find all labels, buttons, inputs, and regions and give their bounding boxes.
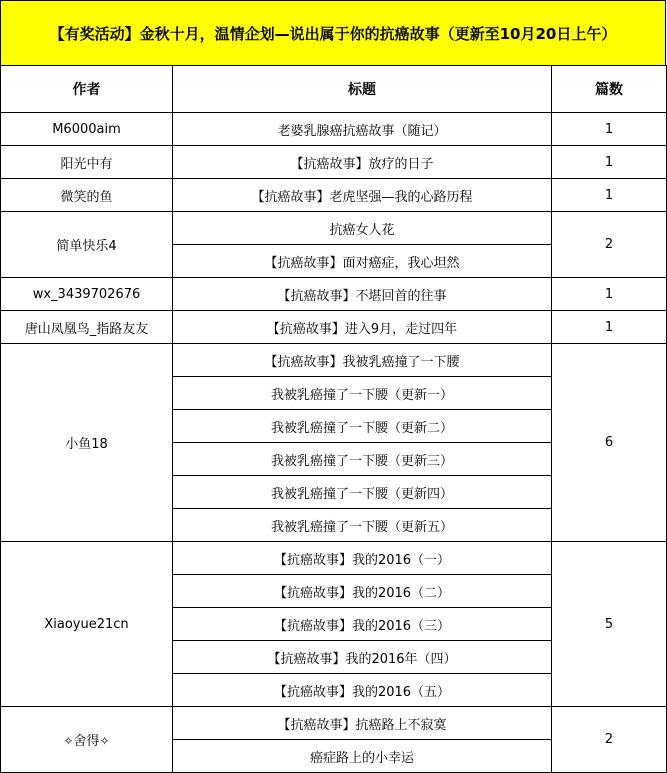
author-cell: wx_3439702676: [1, 278, 173, 311]
title-cell: 我被乳癌撞了一下腰（更新一）: [173, 377, 552, 410]
author-cell: 微笑的鱼: [1, 179, 173, 212]
author-name: 舍得: [73, 734, 100, 749]
title-cell: 【抗癌故事】我被乳癌撞了一下腰: [173, 344, 552, 377]
count-cell: 1: [552, 179, 667, 212]
header-title: 标题: [173, 66, 552, 113]
title-cell: 【抗癌故事】老虎坚强—我的心路历程: [173, 179, 552, 212]
title-cell: 抗癌女人花: [173, 212, 552, 245]
count-cell: 1: [552, 146, 667, 179]
title-cell: 癌症路上的小幸运: [173, 740, 552, 773]
count-cell: 2: [552, 212, 667, 278]
author-cell: 小鱼18: [1, 344, 173, 542]
table-row: [1, 278, 667, 311]
story-table: [0, 65, 667, 773]
author-cell: Xiaoyue21cn: [1, 542, 173, 707]
count-cell: 1: [552, 113, 667, 146]
banner-title: 【有奖活动】金秋十月，温情企划—说出属于你的抗癌故事（更新至10月20日上午）: [0, 0, 666, 66]
author-cell: 唐山凤凰鸟_指路友友: [1, 311, 173, 344]
title-cell: 【抗癌故事】不堪回首的往事: [173, 278, 552, 311]
title-cell: 【抗癌故事】我的2016年（四）: [173, 641, 552, 674]
author-cell: [1, 707, 173, 773]
title-cell: 【抗癌故事】我的2016（二）: [173, 575, 552, 608]
header-author: 作者: [1, 66, 173, 113]
table-row: [1, 179, 667, 212]
title-cell: 我被乳癌撞了一下腰（更新二）: [173, 410, 552, 443]
title-cell: 我被乳癌撞了一下腰（更新四）: [173, 476, 552, 509]
title-cell: 老婆乳腺癌抗癌故事（随记）: [173, 113, 552, 146]
title-cell: 【抗癌故事】我的2016（一）: [173, 542, 552, 575]
title-cell: 【抗癌故事】放疗的日子: [173, 146, 552, 179]
author-cell: 简单快乐4: [1, 212, 173, 278]
title-cell: 【抗癌故事】面对癌症，我心坦然: [173, 245, 552, 278]
table-row: [1, 542, 667, 575]
title-cell: 我被乳癌撞了一下腰（更新三）: [173, 443, 552, 476]
table-row: [1, 707, 667, 740]
author-cell: M6000aim: [1, 113, 173, 146]
title-cell: 【抗癌故事】进入9月，走过四年: [173, 311, 552, 344]
count-cell: 2: [552, 707, 667, 773]
table-row: [1, 113, 667, 146]
count-cell: 6: [552, 344, 667, 542]
count-cell: 5: [552, 542, 667, 707]
title-cell: 【抗癌故事】我的2016（五）: [173, 674, 552, 707]
count-cell: 1: [552, 311, 667, 344]
count-cell: 1: [552, 278, 667, 311]
header-count: 篇数: [552, 66, 667, 113]
table-row: [1, 311, 667, 344]
title-cell: 【抗癌故事】我的2016（三）: [173, 608, 552, 641]
title-cell: 【抗癌故事】抗癌路上不寂寞: [173, 707, 552, 740]
sparkle-icon: ✧: [99, 734, 110, 748]
table-row: [1, 344, 667, 377]
table-row: [1, 146, 667, 179]
title-cell: 我被乳癌撞了一下腰（更新五）: [173, 509, 552, 542]
sparkle-icon: ✧: [63, 734, 74, 748]
table-row: [1, 212, 667, 245]
header-row: [1, 66, 667, 113]
author-cell: 阳光中有: [1, 146, 173, 179]
